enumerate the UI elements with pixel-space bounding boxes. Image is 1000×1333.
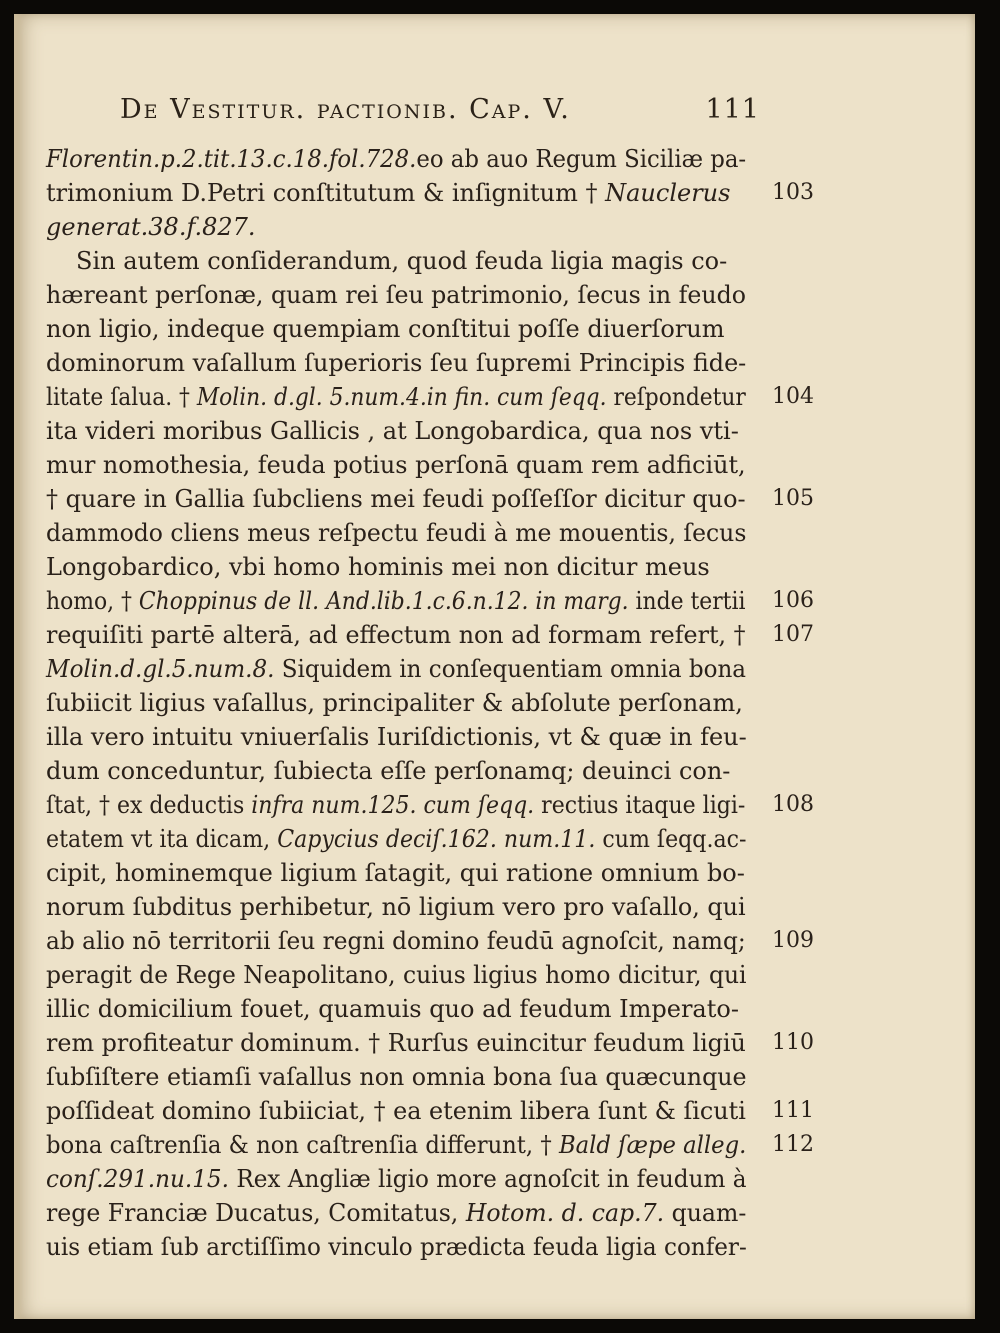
margin-note-number: 105 xyxy=(772,486,814,511)
body-text: mur nomothesia, feuda potius perſonā quam rem adficiūt, xyxy=(46,451,746,479)
text-line xyxy=(46,686,756,720)
text-line xyxy=(46,1196,756,1230)
body-text: ita videri moribus Gallicis , at Longobardica, qua nos vti- xyxy=(46,417,739,445)
text-line xyxy=(46,1162,756,1196)
line-text xyxy=(46,346,746,380)
body-text: dammodo cliens meus reſpectu feudi à me mouentis, ſecus xyxy=(46,519,747,547)
line-text xyxy=(46,652,746,686)
line-text xyxy=(46,618,745,652)
line-text xyxy=(46,448,746,482)
body-text: Longobardico, vbi homo hominis mei non dicitur meus xyxy=(46,553,710,581)
body-text: illic domicilium fouet, quamuis quo ad feudum Imperato- xyxy=(46,995,739,1023)
text-line xyxy=(46,1060,756,1094)
running-header xyxy=(120,94,760,138)
text-block xyxy=(46,142,814,1264)
text-line xyxy=(46,720,756,754)
line-text xyxy=(46,176,730,210)
body-text: uis etiam ſub arctiſſimo vinculo prædicta feuda ligia confer- xyxy=(46,1233,747,1261)
line-text xyxy=(46,754,730,788)
line-text xyxy=(46,924,746,958)
text-line xyxy=(46,754,756,788)
text-line xyxy=(46,1094,814,1128)
text-line xyxy=(46,1230,756,1264)
margin-note-number: 112 xyxy=(772,1132,814,1157)
body-text: ſubiicit ligius vaſallus, principaliter & abſolute perſonam, xyxy=(46,689,743,717)
line-text xyxy=(46,210,256,244)
text-line xyxy=(46,380,814,414)
body-text: ſubſiſtere etiamſi vaſallus non omnia bona ſua quæcunque xyxy=(46,1063,747,1091)
body-text: quam- xyxy=(664,1199,747,1227)
page-number: 111 xyxy=(705,94,760,125)
body-text: Rex Angliæ ligio more agnoſcit in feudum à xyxy=(228,1165,747,1193)
body-text: homo, † xyxy=(46,587,139,615)
line-text xyxy=(46,380,746,414)
text-line xyxy=(46,278,756,312)
text-line xyxy=(46,448,756,482)
body-text: inde tertii xyxy=(628,587,746,615)
text-line xyxy=(46,856,756,890)
body-text: norum ſubditus perhibetur, nō ligium vero pro vaſallo, qui xyxy=(46,893,746,921)
line-text xyxy=(46,822,746,856)
body-text: cum ſeqq.ac- xyxy=(595,825,747,853)
text-line xyxy=(46,1026,814,1060)
line-text xyxy=(46,516,746,550)
running-title: De Vestitur. pactionib. Cap. V. xyxy=(120,94,571,125)
text-line xyxy=(46,890,756,924)
body-text: rege Franciæ Ducatus, Comitatus, xyxy=(46,1199,466,1227)
body-text: dominorum vaſallum ſuperioris ſeu ſupremi Principis fide- xyxy=(46,349,747,377)
citation-text: Florentin.p.2.tit.13.c.18.fol.728. xyxy=(46,145,417,173)
citation-text: Molin. d.gl. 5.num.4.in fin. cum ſeqq. xyxy=(196,383,607,411)
body-text: rectius itaque ligi- xyxy=(534,791,746,819)
line-text xyxy=(46,278,746,312)
text-line xyxy=(46,482,814,516)
line-text xyxy=(46,788,745,822)
body-text: trimonium D.Petri conſtitutum & inſignitum † xyxy=(46,179,606,207)
margin-note-number: 108 xyxy=(772,792,814,817)
body-text: requiſiti partē alterā, ad effectum non ad formam refert, † xyxy=(46,621,746,649)
text-line xyxy=(46,618,814,652)
margin-note-number: 109 xyxy=(772,928,814,953)
text-line xyxy=(46,822,756,856)
body-text: ab alio nō territorii ſeu regni domino feudū agnoſcit, namq; xyxy=(46,927,746,955)
text-line xyxy=(46,142,756,176)
body-text: eo ab auo Regum Siciliæ pa- xyxy=(416,145,747,173)
line-text xyxy=(46,1060,747,1094)
line-text xyxy=(46,1162,747,1196)
body-text: † quare in Gallia ſubcliens mei feudi poſſeſſor dicitur quo- xyxy=(46,485,746,513)
citation-text: Molin.d.gl.5.num.8. xyxy=(46,655,275,683)
citation-text: Bald ſæpe alleg. xyxy=(558,1131,747,1159)
body-text: hæreant perſonæ, quam rei ſeu patrimonio, ſecus in feudo xyxy=(46,281,746,309)
line-text xyxy=(46,1128,746,1162)
margin-note-number: 110 xyxy=(772,1030,814,1055)
line-text xyxy=(46,958,747,992)
line-text xyxy=(46,550,710,584)
line-text xyxy=(46,482,746,516)
text-line xyxy=(46,584,814,618)
text-line xyxy=(46,210,756,244)
citation-text: Capycius deciſ.162. num.11. xyxy=(277,825,596,853)
margin-note-number: 111 xyxy=(772,1098,814,1123)
line-text xyxy=(46,720,747,754)
text-line xyxy=(46,1128,814,1162)
line-text xyxy=(46,142,746,176)
body-text: dum conceduntur, ſubiecta eſſe perſonamq; deuinci con- xyxy=(46,757,731,785)
line-text xyxy=(46,1026,746,1060)
citation-text: Choppinus de ll. And.lib.1.c.6.n.12. in marg. xyxy=(138,587,629,615)
text-line xyxy=(46,414,756,448)
text-line xyxy=(46,652,756,686)
text-line xyxy=(46,312,756,346)
body-text: cipit, hominemque ligium ſatagit, qui ratione omnium bo- xyxy=(46,859,745,887)
body-text: bona caſtrenſia & non caſtrenſia differunt, † xyxy=(46,1131,559,1159)
body-text: rem profiteatur dominum. † Rurſus euincitur feudum ligiū xyxy=(46,1029,746,1057)
line-text xyxy=(46,992,739,1026)
body-text: Siquidem in conſequentiam omnia bona xyxy=(274,655,747,683)
text-line xyxy=(46,788,814,822)
body-text: reſpondetur xyxy=(606,383,746,411)
line-text xyxy=(46,1230,747,1264)
line-text xyxy=(76,244,727,278)
margin-note-number: 103 xyxy=(772,180,814,205)
body-text: non ligio, indeque quempiam conſtitui poſſe diuerſorum xyxy=(46,315,725,343)
body-text: ſtat, † ex deductis xyxy=(46,791,252,819)
line-text xyxy=(46,1196,746,1230)
citation-text: Hotom. d. cap.7. xyxy=(465,1199,665,1227)
text-line xyxy=(46,244,756,278)
text-line xyxy=(46,346,756,380)
book-page xyxy=(14,14,975,1319)
text-line xyxy=(46,516,756,550)
citation-text: conſ.291.nu.15. xyxy=(46,1165,229,1193)
citation-text: Nauclerus xyxy=(605,179,731,207)
margin-note-number: 106 xyxy=(772,588,814,613)
text-line xyxy=(46,924,814,958)
text-line xyxy=(46,176,814,210)
line-text xyxy=(46,856,745,890)
citation-text: infra num.125. cum ſeqq. xyxy=(251,791,535,819)
line-text xyxy=(46,1094,746,1128)
body-text: peragit de Rege Neapolitano, cuius ligius homo dicitur, qui xyxy=(46,961,747,989)
line-text xyxy=(46,686,743,720)
body-text: etatem vt ita dicam, xyxy=(46,825,278,853)
line-text xyxy=(46,890,746,924)
line-text xyxy=(46,414,739,448)
line-text xyxy=(46,312,725,346)
body-text: Sin autem conſiderandum, quod feuda ligia magis co- xyxy=(76,247,728,275)
text-line xyxy=(46,550,756,584)
body-text: litate ſalua. † xyxy=(46,383,197,411)
margin-note-number: 104 xyxy=(772,384,814,409)
citation-text: generat.38.f.827. xyxy=(46,213,256,241)
margin-note-number: 107 xyxy=(772,622,814,647)
text-line xyxy=(46,958,756,992)
text-line xyxy=(46,992,756,1026)
line-text xyxy=(46,584,745,618)
body-text: illa vero intuitu vniuerſalis Iuriſdictionis, vt & quæ in feu- xyxy=(46,723,747,751)
body-text: poſſideat domino ſubiiciat, † ea etenim libera ſunt & ſicuti xyxy=(46,1097,746,1125)
